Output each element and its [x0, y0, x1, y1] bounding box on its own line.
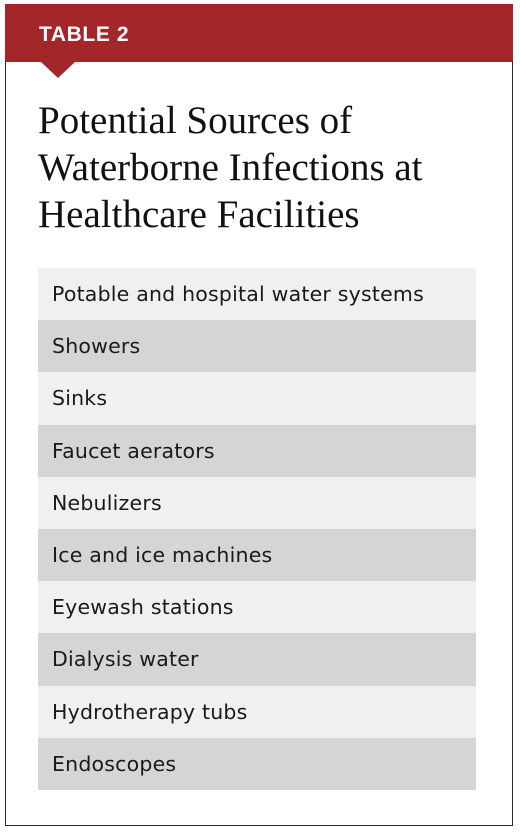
table-number-label: TABLE 2: [39, 23, 130, 46]
banner-pointer: [41, 62, 75, 78]
list-item: Endoscopes: [38, 738, 476, 790]
list-item: Potable and hospital water systems: [38, 268, 476, 320]
list-item: Showers: [38, 320, 476, 372]
sources-list: [38, 268, 476, 790]
table-banner: [5, 4, 513, 62]
list-item: Sinks: [38, 372, 476, 424]
list-item: Faucet aerators: [38, 425, 476, 477]
list-item: Nebulizers: [38, 477, 476, 529]
list-item: Eyewash stations: [38, 581, 476, 633]
table-title: Potential Sources of Waterborne Infections at Healthcare Facilities: [38, 99, 423, 236]
list-item: Ice and ice machines: [38, 529, 476, 581]
list-item: Hydrotherapy tubs: [38, 686, 476, 738]
list-item: Dialysis water: [38, 633, 476, 685]
